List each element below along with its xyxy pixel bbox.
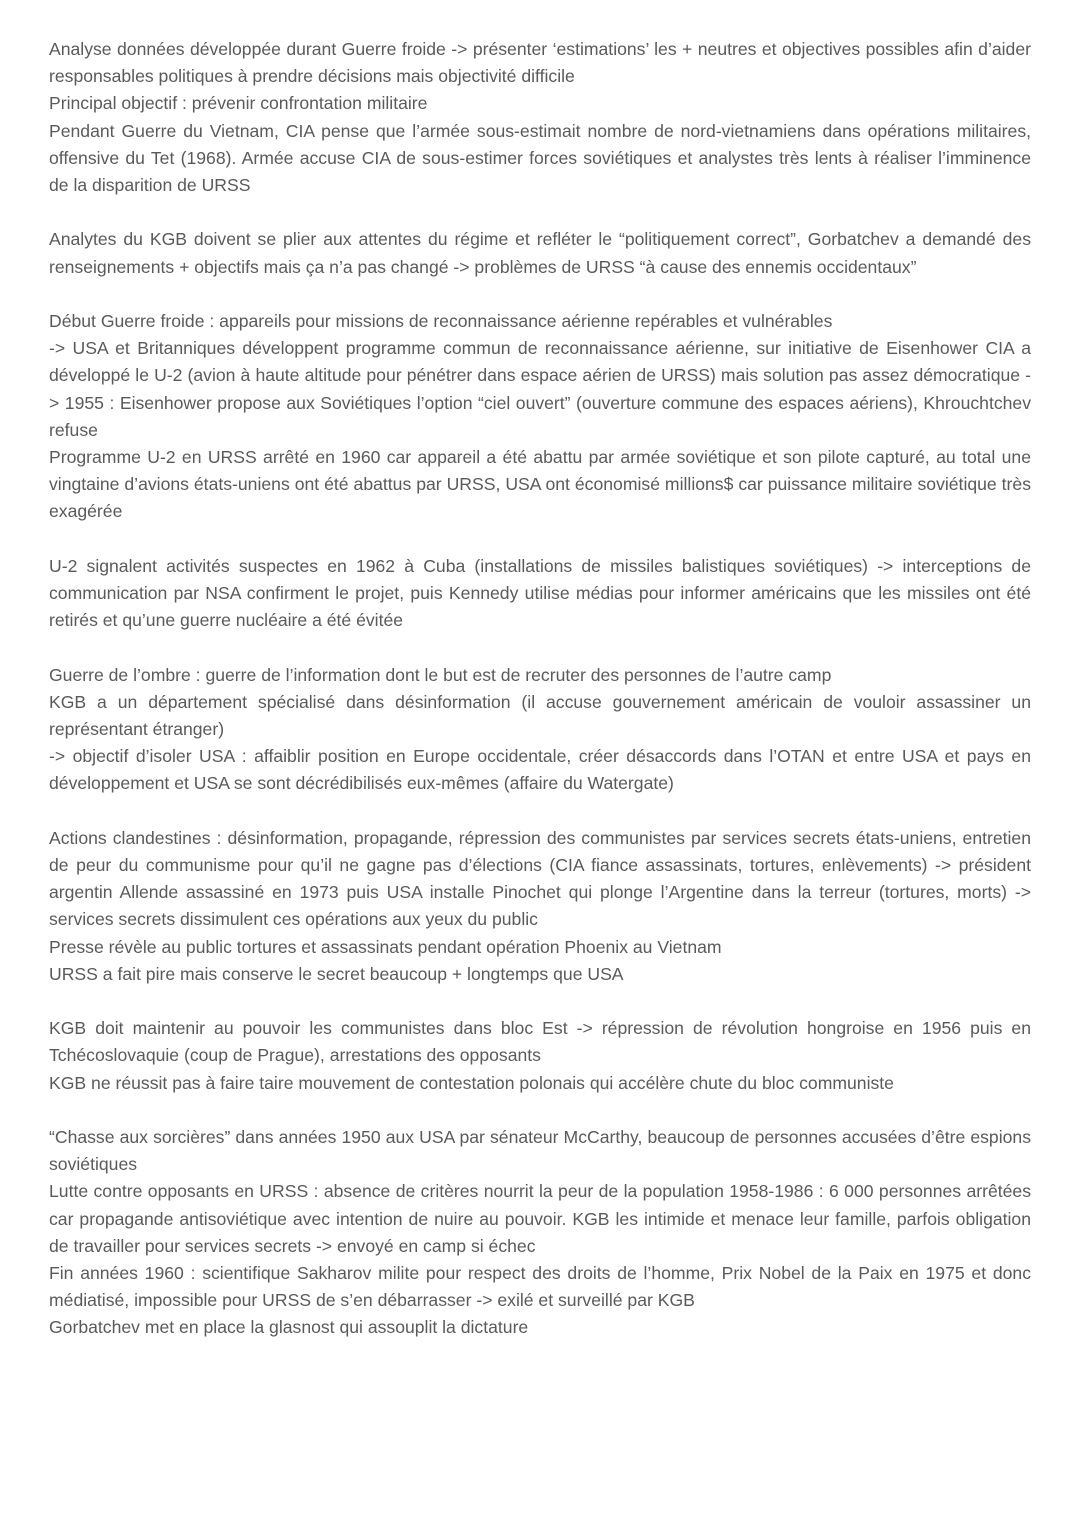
paragraph-covert-actions	[49, 825, 1031, 988]
text-line: -> objectif d’isoler USA : affaiblir position en Europe occidentale, créer désaccords dans l’OTAN et entre USA et pays en développement et USA se sont décrédibilisés eux-mêmes (affaire du Watergate)	[49, 746, 1031, 794]
paragraph-cuba-crisis	[49, 553, 1031, 635]
text-line: Analyse données développée durant Guerre froide -> présenter ‘estimations’ les + neutres et objectives possibles afin d’aider responsables politiques à prendre décisions mais objectivité difficile	[49, 39, 1031, 87]
text-line: Gorbatchev met en place la glasnost qui assouplit la dictature	[49, 1317, 529, 1338]
text-line: “Chasse aux sorcières” dans années 1950 aux USA par sénateur McCarthy, beaucoup de personnes accusées d’être espions soviétiques	[49, 1127, 1031, 1175]
text-line: Pendant Guerre du Vietnam, CIA pense que l’armée sous-estimait nombre de nord-vietnamiens dans opérations militaires, offensive du Tet (1968). Armée accuse CIA de sous-estimer forces soviétiques et analystes très lents à réaliser l’imminence de la disparition de URSS	[49, 120, 1031, 196]
text-line: KGB ne réussit pas à faire taire mouvement de contestation polonais qui accélère chute du bloc communiste	[49, 1072, 894, 1093]
paragraph-aerial-reconnaissance	[49, 308, 1031, 526]
paragraph-intelligence-analysis	[49, 36, 1031, 199]
text-line: Presse révèle au public tortures et assassinats pendant opération Phoenix au Vietnam	[49, 936, 722, 957]
text-line: Programme U-2 en URSS arrêté en 1960 car appareil a été abattu par armée soviétique et son pilote capturé, au total une vingtaine d’avions états-uniens ont été abattus par URSS, USA ont économisé millions$ car puissance militaire soviétique très exagérée	[49, 447, 1031, 522]
text-line: KGB a un département spécialisé dans désinformation (il accuse gouvernement américain de vouloir assassiner un représentant étranger)	[49, 691, 1031, 740]
text-line: Fin années 1960 : scientifique Sakharov milite pour respect des droits de l’homme, Prix Nobel de la Paix en 1975 et donc médiatisé, impossible pour URSS de s’en débarrasser -> exilé et surveillé par KGB	[49, 1263, 1031, 1311]
paragraph-shadow-war	[49, 662, 1031, 798]
text-line: Début Guerre froide : appareils pour missions de reconnaissance aérienne repérables et vulnérables	[49, 311, 833, 331]
text-line: Guerre de l’ombre : guerre de l’information dont le but est de recruter des personnes de l’autre camp	[49, 664, 832, 685]
text-line: Principal objectif : prévenir confrontation militaire	[49, 93, 428, 114]
paragraph-opponents-repression	[49, 1124, 1031, 1342]
text-line: -> USA et Britanniques développent programme commun de reconnaissance aérienne, sur initiative de Eisenhower CIA a développé le U-2 (avion à haute altitude pour pénétrer dans espace aérien de URSS) mais solution pas assez démocratique -> 1955 : Eisenhower propose aux Soviétiques l’option “ciel ouvert” (ouverture commune des espaces aériens), Khrouchtchev refuse	[49, 338, 1031, 440]
text-line: Actions clandestines : désinformation, propagande, répression des communistes par services secrets états-uniens, entretien de peur du communisme pour qu’il ne gagne pas d’élections (CIA fiance assassinats, tortures, enlèvements) -> président argentin Allende assassiné en 1973 puis USA installe Pinochet qui plonge l’Argentine dans la terreur (tortures, morts) -> services secrets dissimulent ces opérations aux yeux du public	[49, 827, 1031, 930]
text-line: Lutte contre opposants en URSS : absence de critères nourrit la peur de la population 1958-1986 : 6 000 personnes arrêtées car propagande antisoviétique avec intention de nuire au pouvoir. KGB les intimide et menace leur famille, parfois obligation de travailler pour services secrets -> envoyé en camp si échec	[49, 1181, 1031, 1256]
text-line: KGB doit maintenir au pouvoir les communistes dans bloc Est -> répression de révolution hongroise en 1956 puis en Tchécoslovaquie (coup de Prague), arrestations des opposants	[49, 1018, 1031, 1066]
text-line: Analytes du KGB doivent se plier aux attentes du régime et refléter le “politiquement correct”, Gorbatchev a demandé des renseignements + objectifs mais ça n’a pas changé -> problèmes de URSS “à cause des ennemis occidentaux”	[49, 229, 1031, 277]
paragraph-kgb-analysts	[49, 226, 1031, 280]
text-line: U-2 signalent activités suspectes en 1962 à Cuba (installations de missiles balistiques soviétiques) -> interceptions de communication par NSA confirment le projet, puis Kennedy utilise médias pour informer américains que les missiles ont été retirés et qu’une guerre nucléaire a été évitée	[49, 555, 1031, 631]
text-line: URSS a fait pire mais conserve le secret beaucoup + longtemps que USA	[49, 963, 624, 984]
document-body	[49, 36, 1031, 1369]
paragraph-eastern-bloc	[49, 1015, 1031, 1097]
